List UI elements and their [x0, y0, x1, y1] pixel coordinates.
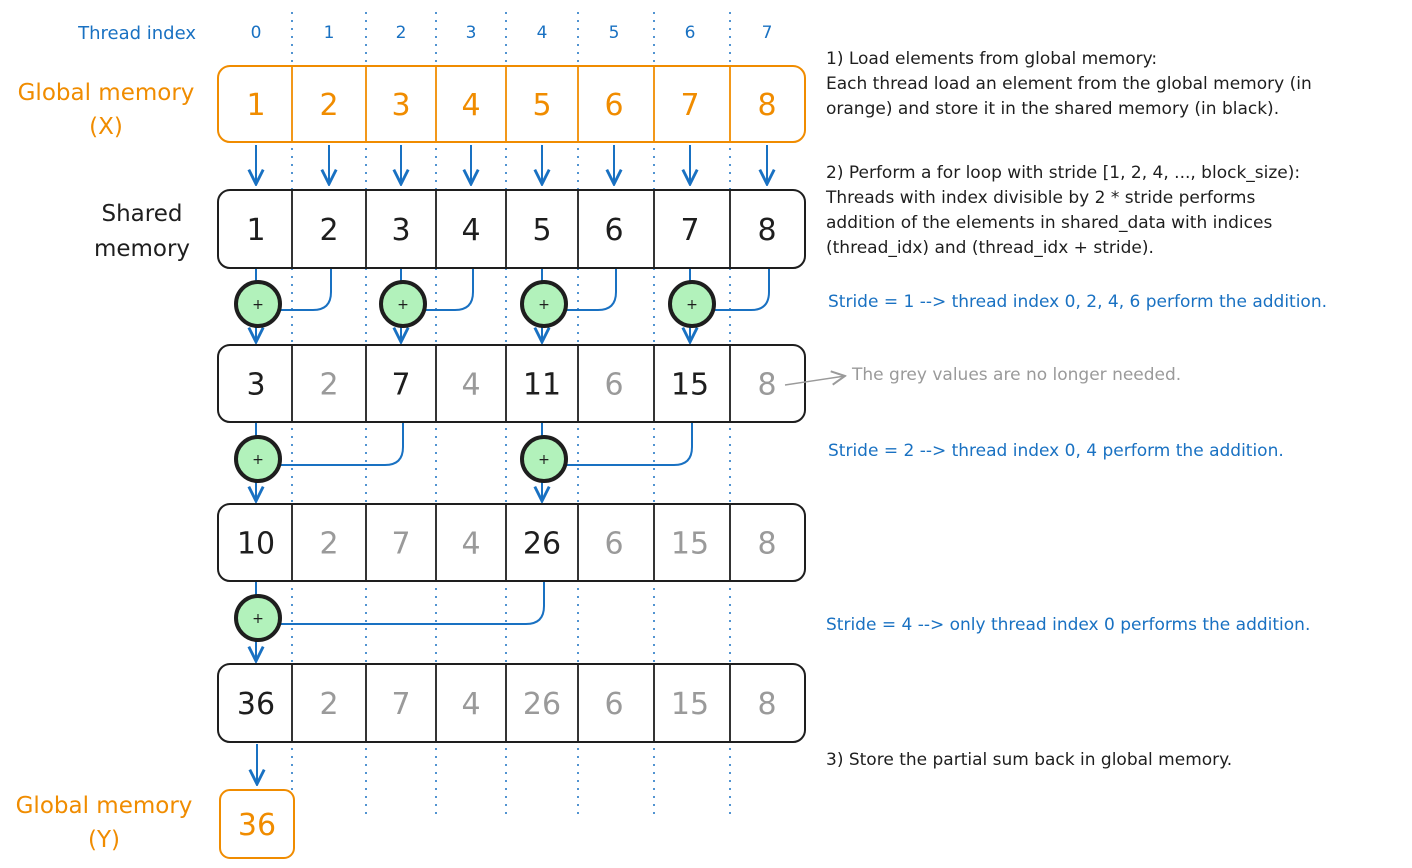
shared-memory-row: [218, 190, 805, 268]
operand-path: [564, 268, 616, 310]
thread-index: 2: [395, 23, 407, 43]
stride-1-result-row: [218, 345, 805, 422]
memory-array-box: [218, 664, 805, 742]
cell-value: 36: [236, 687, 276, 722]
cell-value: 4: [461, 213, 481, 248]
plus-icon: +: [538, 452, 550, 468]
cell-value: 2: [319, 687, 339, 722]
stride-2-result-row: [218, 504, 805, 581]
cell-value: 15: [670, 687, 710, 722]
thread-index: 1: [323, 23, 335, 43]
cell-value: 8: [757, 213, 777, 248]
cell-value: 7: [391, 687, 411, 722]
plus-icon: +: [538, 297, 550, 313]
stride-4-result-row: [218, 664, 805, 742]
cell-value: 2: [319, 526, 339, 562]
global-y-value: 36: [237, 808, 277, 843]
cell-value: 2: [319, 88, 339, 123]
memory-array-box: [218, 345, 805, 422]
cell-value: 8: [757, 687, 777, 722]
cell-value: 1: [246, 213, 266, 248]
stride4-note: Stride = 4 --> only thread index 0 performs the addition.: [826, 615, 1311, 635]
cell-value: 4: [461, 367, 481, 403]
cell-value: 3: [391, 88, 411, 123]
thread-index: 7: [761, 23, 773, 43]
cell-value: 3: [391, 213, 411, 248]
plus-icon: +: [252, 452, 264, 468]
thread-index: 3: [465, 23, 477, 43]
cell-value: 6: [604, 526, 624, 562]
stride1-note: Stride = 1 --> thread index 0, 2, 4, 6 perform the addition.: [828, 292, 1328, 312]
cell-value: 1: [246, 88, 266, 123]
cell-value: 3: [246, 367, 266, 403]
cell-value: 26: [522, 526, 562, 562]
cell-value: 11: [522, 367, 562, 403]
cell-value: 7: [680, 88, 700, 123]
cell-value: 8: [757, 88, 777, 123]
plus-icon: +: [397, 297, 409, 313]
step1-note: 1) Load elements from global memory: Each thread load an element from the global memory (in orange) and store it in the shared memory (in black).: [826, 49, 1312, 119]
operand-path: [712, 268, 769, 310]
thread-index: 5: [608, 23, 620, 43]
global-memory-x-row: [218, 66, 805, 142]
cell-value: 15: [670, 367, 710, 403]
thread-index: 6: [684, 23, 696, 43]
thread-index-label: Thread index: [78, 23, 196, 44]
thread-index: 4: [536, 23, 548, 43]
cell-value: 7: [680, 213, 700, 248]
operand-path: [423, 268, 473, 310]
cell-value: 5: [532, 213, 552, 248]
plus-icon: +: [252, 297, 264, 313]
global-x-label: Global memory: [17, 80, 195, 106]
global-y-sublabel: (Y): [88, 827, 120, 853]
operand-path: [564, 422, 692, 465]
shared-sublabel: memory: [93, 236, 191, 262]
cell-value: 6: [604, 213, 624, 248]
cell-value: 6: [604, 367, 624, 403]
cell-value: 7: [391, 367, 411, 403]
thread-index: 0: [250, 23, 262, 43]
cell-value: 15: [670, 526, 710, 562]
shared-label: Shared: [101, 201, 183, 227]
cell-value: 8: [757, 367, 777, 403]
step2-note: 2) Perform a for loop with stride [1, 2, 4, ..., block_size): Threads with index divisible by 2 * stride performs addition of the elements in shared_data with indices (thread_idx) and (thread_idx + stride).: [826, 163, 1301, 258]
memory-array-box: [218, 504, 805, 581]
memory-array-box: [218, 66, 805, 142]
cell-value: 7: [391, 526, 411, 562]
stride2-note: Stride = 2 --> thread index 0, 4 perform the addition.: [828, 441, 1284, 461]
cell-value: 10: [236, 526, 276, 562]
plus-icon: +: [252, 611, 264, 627]
operand-path: [278, 422, 403, 465]
memory-array-box: [218, 190, 805, 268]
operand-path: [278, 268, 331, 310]
cell-value: 8: [757, 526, 777, 562]
operand-path: [278, 581, 544, 624]
global-y-label: Global memory: [15, 793, 193, 819]
cell-value: 4: [461, 526, 481, 562]
cell-value: 26: [522, 687, 562, 722]
cell-value: 4: [461, 687, 481, 722]
cell-value: 2: [319, 213, 339, 248]
cell-value: 6: [604, 687, 624, 722]
global-x-sublabel: (X): [89, 114, 123, 140]
step3-note: 3) Store the partial sum back in global memory.: [826, 750, 1233, 770]
grey-values-note: The grey values are no longer needed.: [852, 365, 1182, 385]
cell-value: 4: [461, 88, 481, 123]
plus-icon: +: [686, 297, 698, 313]
cell-value: 5: [532, 88, 552, 123]
cell-value: 2: [319, 367, 339, 403]
cell-value: 6: [604, 88, 624, 123]
